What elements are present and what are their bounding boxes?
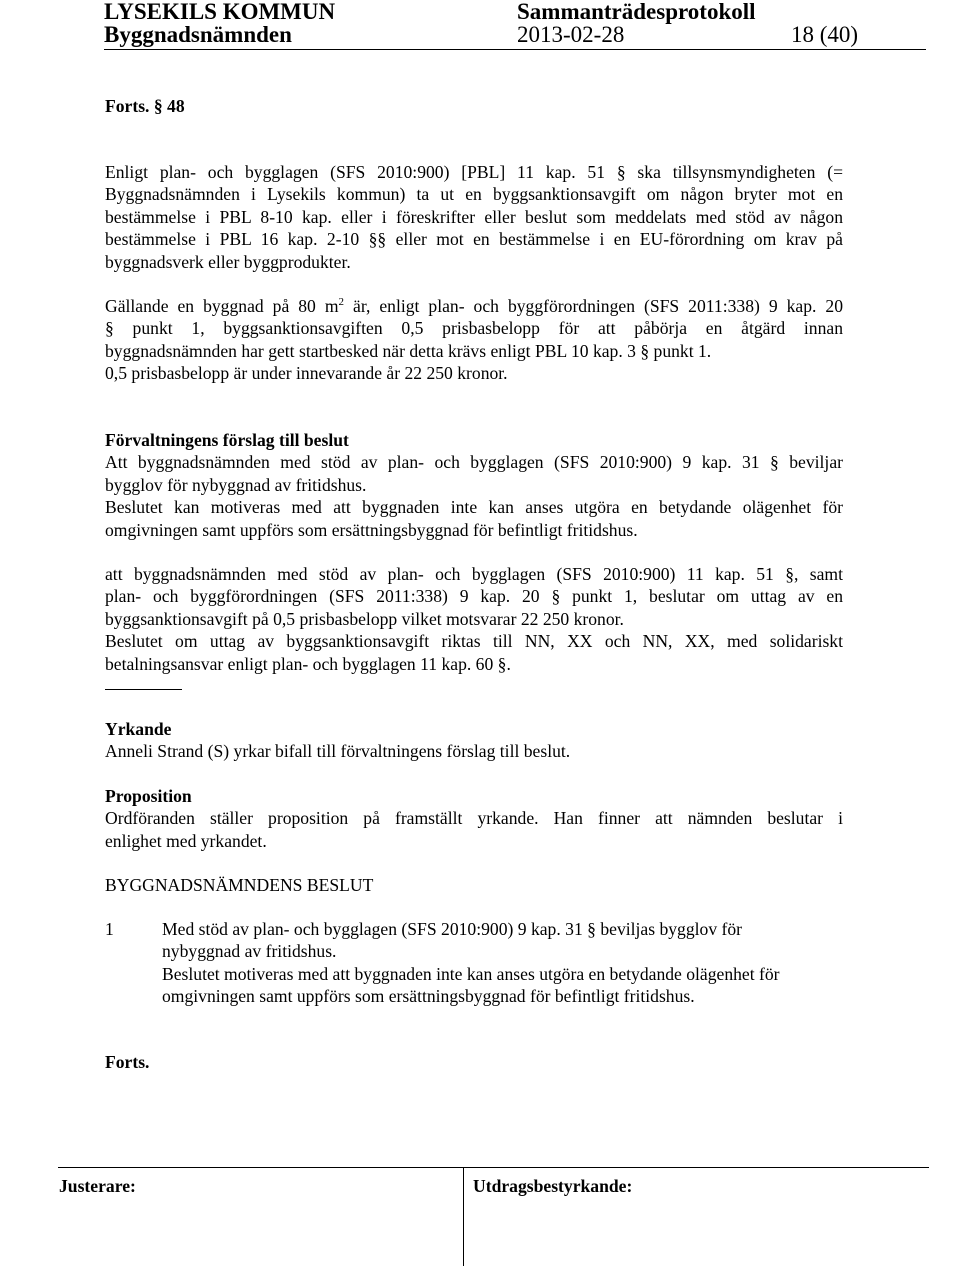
page-number: 18 (40): [791, 22, 859, 47]
superscript-2: 2: [338, 296, 345, 309]
decision-text: [162, 918, 780, 1008]
legal-basis-paragraph: [105, 161, 843, 273]
adjuster-label: Justerare:: [59, 1176, 136, 1196]
text-line: Byggnadsnämnden i Lysekils kommun) ta ut en byggsanktionsavgift om någon bryter mot en: [105, 184, 843, 205]
section-divider: [105, 689, 182, 690]
text-line: byggsanktionsavgift på 0,5 prisbasbelopp vilket motsvarar 22 250 kronor.: [105, 608, 624, 629]
footer-divider: [463, 1167, 464, 1266]
proposition-heading: Proposition: [105, 786, 192, 806]
fee-paragraph: [105, 295, 843, 385]
text-line: omgivningen samt uppförs som ersättningsbyggnad för befintligt fritidshus.: [162, 986, 695, 1007]
text-line: bestämmelse i PBL 16 kap. 2-10 §§ eller mot en bestämmelse i en EU-förordning om krav på: [105, 229, 843, 250]
text-line: byggnadsnämnden har gett startbesked när detta krävs enligt PBL 10 kap. 3 § punkt 1.: [105, 340, 712, 361]
text-line: bygglov för nybyggnad av fritidshus.: [105, 474, 367, 495]
text-line: betalningsansvar enligt plan- och bygglagen 11 kap. 60 §.: [105, 653, 511, 674]
proposal-heading: Förvaltningens förslag till beslut: [105, 430, 349, 450]
text-line: Anneli Strand (S) yrkar bifall till förvaltningens förslag till beslut.: [105, 741, 571, 762]
header-rule: [104, 49, 926, 50]
text-line: [105, 295, 843, 317]
proposition-section: [105, 785, 843, 852]
motion-section: [105, 718, 843, 763]
extract-certification-label: Utdragsbestyrkande:: [473, 1176, 633, 1196]
text-line: Beslutet motiveras med att byggnaden inte kan anses utgöra en betydande olägenhet för: [162, 963, 780, 984]
text-line: § punkt 1, byggsanktionsavgiften 0,5 prisbasbelopp för att påbörja en åtgärd innan: [105, 318, 843, 339]
decision-number: 1: [105, 919, 114, 939]
decision-heading: BYGGNADSNÄMNDENS BESLUT: [105, 875, 374, 895]
document-type: Sammanträdesprotokoll: [517, 0, 756, 24]
text-line: omgivningen samt uppförs som ersättningsbyggnad för befintligt fritidshus.: [105, 519, 638, 540]
text-line: att byggnadsnämnden med stöd av plan- och bygglagen (SFS 2010:900) 11 kap. 51 §, samt: [105, 564, 843, 584]
meeting-date: 2013-02-28: [517, 22, 625, 47]
committee-name: Byggnadsnämnden: [104, 22, 292, 47]
continued-paragraph-title: Forts. § 48: [105, 96, 185, 116]
text-line: Ordföranden ställer proposition på framställt yrkande. Han finner att nämnden beslutar i: [105, 808, 843, 829]
text-line: nybyggnad av fritidshus.: [162, 941, 337, 962]
text-line: Med stöd av plan- och bygglagen (SFS 2010:900) 9 kap. 31 § beviljas bygglov för: [162, 919, 743, 939]
continued-label: Forts.: [105, 1052, 150, 1072]
text-line: Att byggnadsnämnden med stöd av plan- och bygglagen (SFS 2010:900) 9 kap. 31 § beviljar: [105, 452, 843, 473]
text-line: Beslutet kan motiveras med att byggnaden inte kan anses utgöra en betydande olägenhet för: [105, 497, 843, 518]
text-line: byggnadsverk eller byggprodukter.: [105, 251, 351, 272]
sanction-fee-paragraph: [105, 563, 843, 675]
org-name: LYSEKILS KOMMUN: [104, 0, 336, 24]
footer-rule: [58, 1167, 929, 1168]
text-fragment: Gällande en byggnad på 80 m: [105, 296, 339, 316]
administration-proposal: [105, 429, 843, 541]
text-line: 0,5 prisbasbelopp är under innevarande år 22 250 kronor.: [105, 363, 508, 384]
text-line: plan- och byggförordningen (SFS 2011:338) 9 kap. 20 § punkt 1, beslutar om uttag av en: [105, 586, 843, 607]
text-fragment: är, enligt plan- och byggförordningen (SFS 2011:338) 9 kap. 20: [344, 296, 843, 316]
text-line: Beslutet om uttag av byggsanktionsavgift riktas till NN, XX och NN, XX, med solidariskt: [105, 631, 843, 652]
text-line: bestämmelse i PBL 8-10 kap. eller i föreskrifter eller beslut som meddelats med stöd av någon: [105, 206, 843, 227]
motion-heading: Yrkande: [105, 719, 172, 739]
text-line: Enligt plan- och bygglagen (SFS 2010:900) [PBL] 11 kap. 51 § ska tillsynsmyndigheten (=: [105, 162, 843, 182]
text-line: enlighet med yrkandet.: [105, 830, 267, 851]
